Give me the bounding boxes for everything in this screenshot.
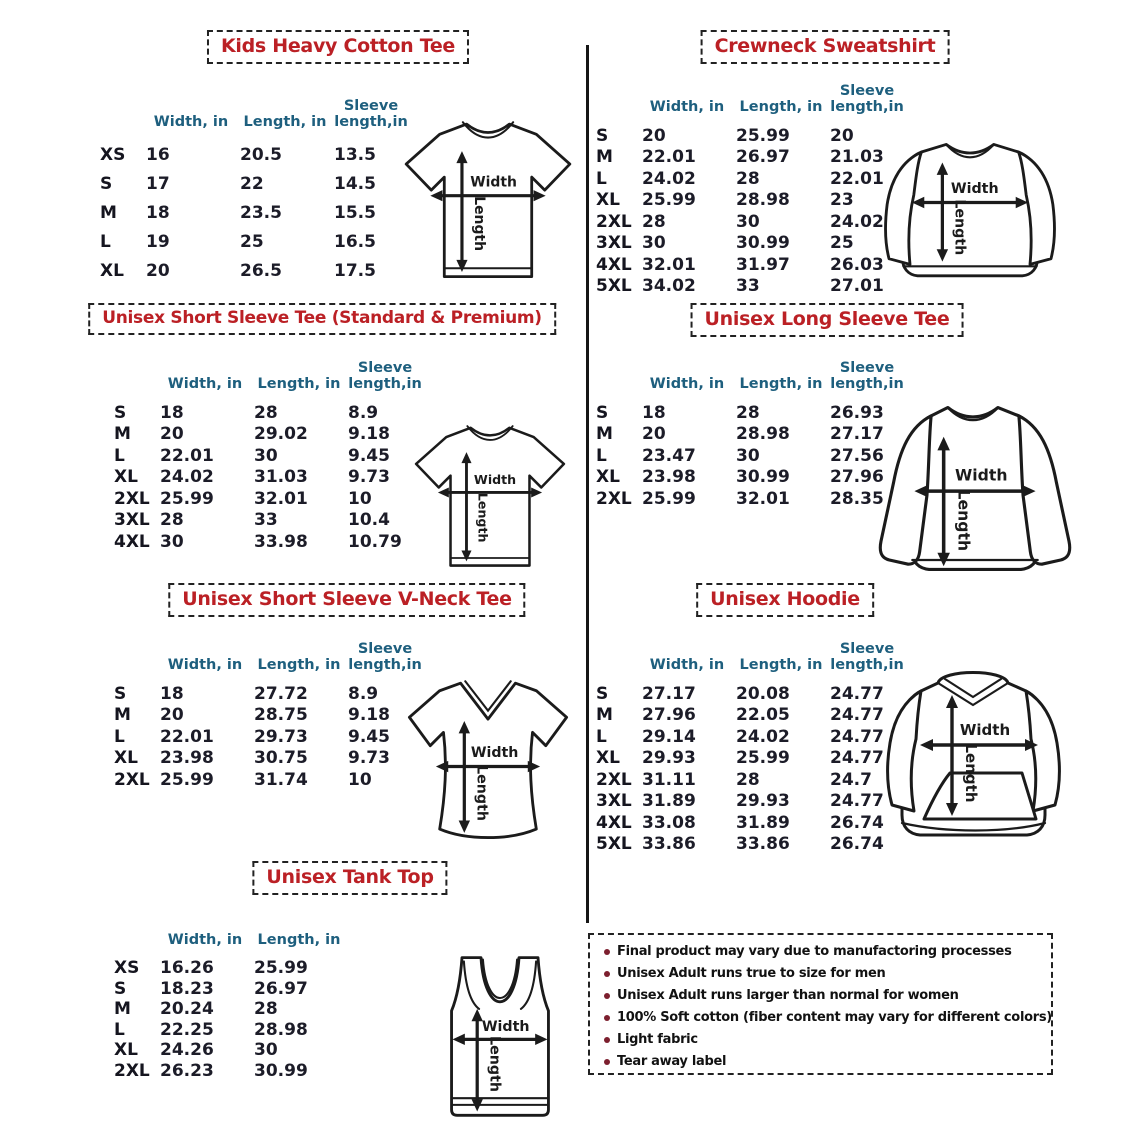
size-value: 23 xyxy=(830,190,854,211)
size-value: 28 xyxy=(736,402,760,423)
column-header: Width, in xyxy=(167,657,243,674)
size-row xyxy=(594,125,906,147)
size-label: 5XL xyxy=(596,276,632,297)
size-row xyxy=(112,979,346,1000)
size-value: 25.99 xyxy=(642,488,696,509)
size-value: 28 xyxy=(254,402,278,423)
size-value: 29.93 xyxy=(642,748,696,769)
table-header-row xyxy=(112,350,424,402)
size-row xyxy=(112,467,424,489)
width-label: Width xyxy=(950,181,999,197)
size-label: S xyxy=(596,125,609,146)
size-value: 24.02 xyxy=(830,211,884,232)
size-value: 24.7 xyxy=(830,769,872,790)
size-value: 34.02 xyxy=(642,276,696,297)
size-label: XS xyxy=(100,144,126,165)
size-value: 31.97 xyxy=(736,254,790,275)
size-row xyxy=(112,510,424,532)
size-value: 26.5 xyxy=(240,260,282,281)
size-row xyxy=(594,812,906,834)
size-label: XS xyxy=(114,958,140,979)
size-value: 30.99 xyxy=(736,233,790,254)
column-header: Length, in xyxy=(243,114,327,131)
size-value: 33 xyxy=(736,276,760,297)
column-header: Width, in xyxy=(649,99,725,116)
size-table-unisex-tank-top xyxy=(112,910,346,1081)
note-item: Final product may vary due to manufactoring processes xyxy=(602,944,1041,959)
size-value: 25.99 xyxy=(254,958,308,979)
size-label: 2XL xyxy=(114,1060,150,1081)
size-row xyxy=(112,1020,346,1041)
size-label: L xyxy=(114,726,125,747)
size-value: 10.79 xyxy=(348,531,402,552)
column-header: Length, in xyxy=(739,99,823,116)
size-value: 23.98 xyxy=(642,467,696,488)
size-value: 24.77 xyxy=(830,683,884,704)
size-row xyxy=(112,1040,346,1061)
size-row xyxy=(594,254,906,276)
tank-top-illustration xyxy=(424,948,576,1124)
size-value: 20.24 xyxy=(160,999,214,1020)
size-value: 24.02 xyxy=(736,726,790,747)
size-value: 28 xyxy=(254,999,278,1020)
size-column-header xyxy=(594,80,640,125)
size-value: 24.02 xyxy=(160,467,214,488)
size-value: 15.5 xyxy=(334,202,376,223)
size-label: 3XL xyxy=(596,233,632,254)
size-value: 30 xyxy=(736,445,760,466)
size-value: 31.11 xyxy=(642,769,696,790)
size-value: 33 xyxy=(254,510,278,531)
size-row xyxy=(112,402,424,424)
size-value: 25.99 xyxy=(160,488,214,509)
size-value: 13.5 xyxy=(334,144,376,165)
size-value: 24.77 xyxy=(830,748,884,769)
column-header: Sleeve length,in xyxy=(348,640,422,674)
size-value: 31.03 xyxy=(254,467,308,488)
size-column-header xyxy=(112,628,158,683)
size-label: 4XL xyxy=(596,812,632,833)
size-column-header xyxy=(112,350,158,402)
size-label: 2XL xyxy=(596,769,632,790)
note-item: Unisex Adult runs larger than normal for women xyxy=(602,988,1041,1003)
tee-illustration xyxy=(406,415,574,575)
note-item: Tear away label xyxy=(602,1054,1041,1069)
size-value: 23.5 xyxy=(240,202,282,223)
size-label: 2XL xyxy=(114,488,150,509)
size-value: 24.77 xyxy=(830,705,884,726)
size-row xyxy=(112,683,424,705)
size-value: 20 xyxy=(642,424,666,445)
size-value: 25 xyxy=(830,233,854,254)
size-value: 9.45 xyxy=(348,726,390,747)
table-header-row xyxy=(594,628,906,683)
size-label: S xyxy=(100,173,113,194)
width-label: Width xyxy=(473,472,517,488)
size-value: 22.01 xyxy=(160,726,214,747)
product-notes-list xyxy=(602,944,1052,1069)
size-row xyxy=(594,147,906,169)
size-row xyxy=(112,1061,346,1082)
size-column-header xyxy=(594,350,640,402)
size-value: 33.08 xyxy=(642,812,696,833)
size-row xyxy=(594,769,906,791)
size-row xyxy=(594,211,906,233)
size-value: 25.99 xyxy=(160,769,214,790)
size-label: XL xyxy=(596,467,620,488)
size-value: 22.01 xyxy=(830,168,884,189)
size-label: 2XL xyxy=(596,211,632,232)
size-label: XL xyxy=(596,748,620,769)
size-row xyxy=(594,834,906,856)
size-row xyxy=(112,726,424,748)
size-value: 26.03 xyxy=(830,254,884,275)
column-header: Length, in xyxy=(257,932,341,949)
column-header: Length, in xyxy=(257,376,341,393)
size-value: 25.99 xyxy=(642,190,696,211)
column-header: Length, in xyxy=(257,657,341,674)
size-value: 26.93 xyxy=(830,402,884,423)
size-value: 17.5 xyxy=(334,260,376,281)
length-label: Length xyxy=(470,196,487,252)
size-value: 22.01 xyxy=(160,445,214,466)
length-label: Length xyxy=(954,489,974,552)
tee-illustration xyxy=(395,110,581,287)
size-value: 23.98 xyxy=(160,748,214,769)
size-label: 2XL xyxy=(596,488,632,509)
size-value: 9.18 xyxy=(348,705,390,726)
size-label: 2XL xyxy=(114,769,150,790)
size-row xyxy=(112,999,346,1020)
section-title-unisex-v-neck-tee: Unisex Short Sleeve V-Neck Tee xyxy=(168,583,525,617)
size-label: 3XL xyxy=(596,791,632,812)
size-value: 30 xyxy=(254,445,278,466)
column-divider xyxy=(586,45,589,923)
column-header: Sleeve length,in xyxy=(348,359,422,393)
length-label: Length xyxy=(962,743,980,803)
size-label: 5XL xyxy=(596,834,632,855)
column-header: Sleeve length,in xyxy=(334,97,408,131)
size-value: 14.5 xyxy=(334,173,376,194)
size-table-unisex-hoodie xyxy=(594,628,906,855)
size-value: 18 xyxy=(160,402,184,423)
size-value: 16 xyxy=(146,144,170,165)
size-label: L xyxy=(596,168,607,189)
size-value: 26.97 xyxy=(254,978,308,999)
size-value: 28 xyxy=(736,769,760,790)
size-row xyxy=(594,726,906,748)
size-row xyxy=(594,168,906,190)
width-label: Width xyxy=(959,721,1011,739)
size-label: S xyxy=(114,402,127,423)
size-value: 27.17 xyxy=(642,683,696,704)
size-value: 23.47 xyxy=(642,445,696,466)
size-value: 24.77 xyxy=(830,726,884,747)
size-label: L xyxy=(596,445,607,466)
size-value: 22.25 xyxy=(160,1019,214,1040)
size-row xyxy=(112,424,424,446)
size-value: 20 xyxy=(146,260,170,281)
size-row xyxy=(594,233,906,255)
column-header: Length, in xyxy=(739,376,823,393)
size-row xyxy=(594,276,906,298)
size-value: 20.08 xyxy=(736,683,790,704)
size-row xyxy=(594,683,906,705)
size-value: 33.86 xyxy=(642,834,696,855)
size-row xyxy=(98,198,410,227)
note-item: Light fabric xyxy=(602,1032,1041,1047)
size-value: 28.98 xyxy=(736,190,790,211)
size-value: 25 xyxy=(240,231,264,252)
size-value: 8.9 xyxy=(348,683,379,704)
size-row xyxy=(112,488,424,510)
size-value: 16.5 xyxy=(334,231,376,252)
column-header: Sleeve length,in xyxy=(830,359,904,393)
length-label: Length xyxy=(475,492,491,543)
size-value: 22 xyxy=(240,173,264,194)
size-value: 28.35 xyxy=(830,488,884,509)
size-value: 30.99 xyxy=(254,1060,308,1081)
size-value: 29.73 xyxy=(254,726,308,747)
size-value: 28.75 xyxy=(254,705,308,726)
size-row xyxy=(594,705,906,727)
size-value: 29.14 xyxy=(642,726,696,747)
column-header: Width, in xyxy=(153,114,229,131)
size-value: 28.98 xyxy=(736,424,790,445)
table-header-row xyxy=(594,80,906,125)
size-value: 30 xyxy=(736,211,760,232)
size-label: L xyxy=(114,445,125,466)
size-value: 28 xyxy=(642,211,666,232)
size-value: 28.98 xyxy=(254,1019,308,1040)
size-column-header xyxy=(594,628,640,683)
column-header: Width, in xyxy=(167,376,243,393)
size-value: 9.73 xyxy=(348,467,390,488)
size-label: 4XL xyxy=(596,254,632,275)
size-value: 30 xyxy=(254,1040,278,1061)
size-label: S xyxy=(596,402,609,423)
size-value: 29.02 xyxy=(254,424,308,445)
size-column-header xyxy=(112,910,158,958)
size-row xyxy=(594,791,906,813)
size-table-unisex-v-neck-tee xyxy=(112,628,424,791)
longsleeve-tee-illustration xyxy=(860,395,1090,583)
size-value: 24.77 xyxy=(830,791,884,812)
size-value: 32.01 xyxy=(254,488,308,509)
size-value: 18 xyxy=(160,683,184,704)
size-row xyxy=(112,445,424,467)
size-value: 9.18 xyxy=(348,424,390,445)
size-label: S xyxy=(114,683,127,704)
size-label: 3XL xyxy=(114,510,150,531)
section-title-unisex-short-sleeve-tee: Unisex Short Sleeve Tee (Standard & Premium) xyxy=(88,303,556,335)
size-row xyxy=(112,748,424,770)
size-value: 8.9 xyxy=(348,402,379,423)
size-value: 10.4 xyxy=(348,510,390,531)
size-value: 33.98 xyxy=(254,531,308,552)
size-value: 30.75 xyxy=(254,748,308,769)
size-table-kids-heavy-cotton-tee xyxy=(98,78,410,285)
note-item: 100% Soft cotton (fiber content may vary for different colors) xyxy=(602,1010,1041,1025)
size-value: 26.74 xyxy=(830,834,884,855)
size-label: L xyxy=(100,231,111,252)
size-value: 26.23 xyxy=(160,1060,214,1081)
size-value: 28 xyxy=(736,168,760,189)
size-value: 25.99 xyxy=(736,748,790,769)
size-value: 27.01 xyxy=(830,276,884,297)
size-value: 32.01 xyxy=(736,488,790,509)
column-header: Sleeve length,in xyxy=(830,82,904,116)
width-label: Width xyxy=(470,745,519,762)
size-value: 10 xyxy=(348,769,372,790)
table-header-row xyxy=(98,78,410,140)
size-label: M xyxy=(596,147,613,168)
width-label: Width xyxy=(470,174,517,191)
column-header: Width, in xyxy=(167,932,243,949)
size-row xyxy=(98,227,410,256)
column-header: Width, in xyxy=(649,657,725,674)
size-value: 18.23 xyxy=(160,978,214,999)
note-item: Unisex Adult runs true to size for men xyxy=(602,966,1041,981)
size-value: 19 xyxy=(146,231,170,252)
size-row xyxy=(594,748,906,770)
section-title-unisex-tank-top: Unisex Tank Top xyxy=(252,861,447,895)
section-title-unisex-long-sleeve-tee: Unisex Long Sleeve Tee xyxy=(691,303,964,337)
size-label: XL xyxy=(100,260,124,281)
size-value: 26.97 xyxy=(736,147,790,168)
size-row xyxy=(594,190,906,212)
size-value: 20 xyxy=(160,705,184,726)
size-value: 27.96 xyxy=(642,705,696,726)
column-header: Sleeve length,in xyxy=(830,640,904,674)
size-table-crewneck-sweatshirt xyxy=(594,80,906,297)
size-value: 21.03 xyxy=(830,147,884,168)
vneck-tee-illustration xyxy=(398,668,578,848)
size-table-unisex-short-sleeve-tee xyxy=(112,350,424,553)
size-value: 20 xyxy=(642,125,666,146)
size-label: M xyxy=(114,424,131,445)
width-label: Width xyxy=(955,465,1008,485)
length-label: Length xyxy=(951,199,968,256)
size-value: 27.72 xyxy=(254,683,308,704)
size-value: 30.99 xyxy=(736,467,790,488)
hoodie-illustration xyxy=(866,655,1081,860)
product-notes-box xyxy=(588,933,1053,1075)
size-value: 20 xyxy=(160,424,184,445)
length-label: Length xyxy=(473,765,490,821)
size-value: 26.74 xyxy=(830,812,884,833)
size-row xyxy=(112,958,346,979)
size-value: 25.99 xyxy=(736,125,790,146)
size-value: 30 xyxy=(160,531,184,552)
size-row xyxy=(112,531,424,553)
size-value: 27.17 xyxy=(830,424,884,445)
size-value: 32.01 xyxy=(642,254,696,275)
section-title-crewneck-sweatshirt: Crewneck Sweatshirt xyxy=(701,30,950,64)
size-value: 20 xyxy=(830,125,854,146)
size-label: S xyxy=(114,978,127,999)
size-label: L xyxy=(596,726,607,747)
section-title-unisex-hoodie: Unisex Hoodie xyxy=(696,583,874,617)
size-value: 10 xyxy=(348,488,372,509)
size-value: 31.74 xyxy=(254,769,308,790)
sweatshirt-illustration xyxy=(870,132,1070,294)
size-value: 30 xyxy=(642,233,666,254)
size-value: 9.45 xyxy=(348,445,390,466)
size-label: XL xyxy=(114,1040,138,1061)
size-value: 27.96 xyxy=(830,467,884,488)
table-header-row xyxy=(112,910,346,958)
size-value: 22.01 xyxy=(642,147,696,168)
size-value: 17 xyxy=(146,173,170,194)
size-label: S xyxy=(596,683,609,704)
size-value: 24.02 xyxy=(642,168,696,189)
size-value: 16.26 xyxy=(160,958,214,979)
size-value: 33.86 xyxy=(736,834,790,855)
size-value: 28 xyxy=(160,510,184,531)
size-value: 31.89 xyxy=(642,791,696,812)
size-label: M xyxy=(596,424,613,445)
size-label: M xyxy=(114,999,131,1020)
table-header-row xyxy=(112,628,424,683)
size-column-header xyxy=(98,78,144,140)
section-title-kids-heavy-cotton-tee: Kids Heavy Cotton Tee xyxy=(207,30,469,64)
size-label: M xyxy=(596,705,613,726)
size-label: XL xyxy=(114,748,138,769)
size-label: XL xyxy=(114,467,138,488)
size-label: 4XL xyxy=(114,531,150,552)
width-label: Width xyxy=(481,1018,530,1035)
size-value: 18 xyxy=(642,402,666,423)
size-value: 22.05 xyxy=(736,705,790,726)
size-row xyxy=(98,169,410,198)
column-header: Width, in xyxy=(649,376,725,393)
size-row xyxy=(98,256,410,285)
size-value: 18 xyxy=(146,202,170,223)
size-value: 27.56 xyxy=(830,445,884,466)
size-row xyxy=(112,769,424,791)
size-value: 20.5 xyxy=(240,144,282,165)
size-label: M xyxy=(100,202,117,223)
size-row xyxy=(112,705,424,727)
size-value: 29.93 xyxy=(736,791,790,812)
size-value: 24.26 xyxy=(160,1040,214,1061)
size-label: M xyxy=(114,705,131,726)
size-value: 31.89 xyxy=(736,812,790,833)
size-label: L xyxy=(114,1019,125,1040)
size-value: 9.73 xyxy=(348,748,390,769)
size-label: XL xyxy=(596,190,620,211)
column-header: Length, in xyxy=(739,657,823,674)
size-row xyxy=(98,140,410,169)
length-label: Length xyxy=(486,1036,503,1093)
